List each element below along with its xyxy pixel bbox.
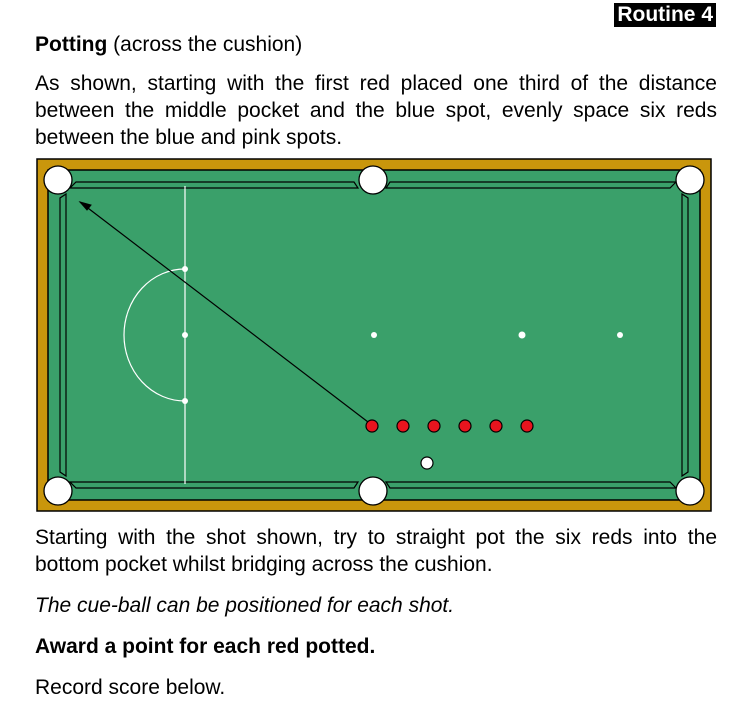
instruction-scoring: Award a point for each red potted.	[35, 635, 376, 658]
instruction-record: Record score below.	[35, 676, 226, 699]
table-svg	[36, 158, 712, 512]
instruction-shot: Starting with the shot shown, try to straight pot the six reds into the bottom pocket whilst bridging across the cushion.	[35, 526, 717, 576]
black-spot	[617, 332, 623, 338]
red-ball	[397, 420, 409, 432]
instruction-cue-ball: The cue-ball can be positioned for each shot.	[35, 594, 455, 617]
red-ball	[521, 420, 533, 432]
yellow-spot	[182, 266, 188, 272]
pocket-top-right	[676, 166, 704, 194]
pocket-top-left	[44, 166, 72, 194]
red-ball	[366, 420, 378, 432]
cue-ball	[421, 457, 433, 469]
title-bold: Potting	[35, 33, 108, 56]
pink-spot	[519, 332, 526, 339]
title-subtitle: (across the cushion)	[107, 33, 303, 56]
pocket-bottom-right	[676, 477, 704, 505]
pocket-bottom-left	[44, 477, 72, 505]
blue-spot	[371, 332, 377, 338]
snooker-table-diagram	[36, 158, 712, 512]
brown-spot	[182, 332, 188, 338]
routine-badge: Routine 4	[614, 3, 716, 27]
page-title	[35, 32, 302, 58]
pocket-top-middle	[359, 166, 387, 194]
red-ball	[459, 420, 471, 432]
pocket-bottom-middle	[359, 477, 387, 505]
red-ball	[490, 420, 502, 432]
green-spot	[182, 398, 188, 404]
intro-paragraph: As shown, starting with the first red placed one third of the distance between the middle pocket and the blue spot, evenly space six reds between the blue and pink spots.	[35, 72, 717, 149]
red-ball	[428, 420, 440, 432]
